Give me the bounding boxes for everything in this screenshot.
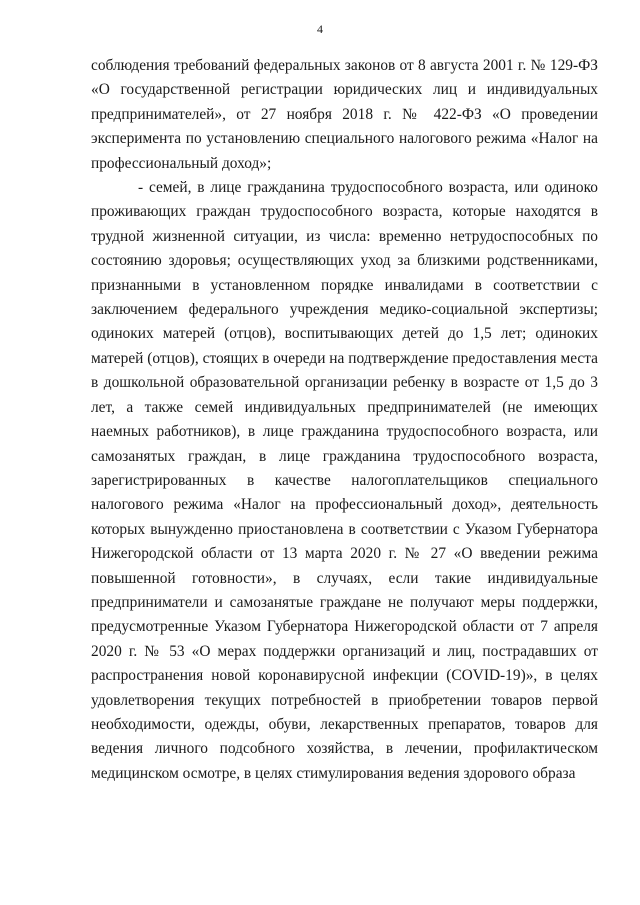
document-body (91, 54, 598, 786)
page-number: 4 (317, 22, 323, 36)
paragraph-families: - семей, в лице гражданина трудоспособного возраста, или одиноко проживающих граждан трудоспособного возраста, которые находятся в трудной жизненной ситуации, из числа: временно нетрудоспособных по состоянию здоровья; осуществляющих уход за близкими родственниками, признанными в установленном порядке инвалидами в соответствии с заключением федерального учреждения медико-социальной экспертизы; одиноких матерей (отцов), воспитывающих детей до 1,5 лет; одиноких матерей (отцов), стоящих в очереди на подтверждение предоставления места в дошкольной образовательной организации ребенку в возрасте от 1,5 до 3 лет, а также семей индивидуальных предпринимателей (не имеющих наемных работников), в лице гражданина трудоспособного возраста, или самозанятых граждан, в лице гражданина трудоспособного возраста, зарегистрированных в качестве налогоплательщиков специального налогового режима «Налог на профессиональный доход», деятельность которых вынужденно приостановлена в соответствии с Указом Губернатора Нижегородской области от 13 марта 2020 г. № 27 «О введении режима повышенной готовности», в случаях, если такие индивидуальные предприниматели и самозанятые граждане не получают меры поддержки, предусмотренные Указом Губернатора Нижегородской области от 7 апреля 2020 г. № 53 «О мерах поддержки организаций и лиц, пострадавших от распространения новой коронавирусной инфекции (COVID-19)», в целях удовлетворения текущих потребностей в приобретении товаров первой необходимости, одежды, обуви, лекарственных препаратов, товаров для ведения личного подсобного хозяйства, в лечении, профилактическом медицинском осмотре, в целях стимулирования ведения здорового образа (91, 179, 598, 782)
paragraph-continuation: соблюдения требований федеральных законов от 8 августа 2001 г. № 129-ФЗ «О государственной регистрации юридических лиц и индивидуальных предпринимателей», от 27 ноября 2018 г. № 422-ФЗ «О проведении эксперимента по установлению специального налогового режима «Налог на профессиональный доход»; (91, 57, 598, 172)
